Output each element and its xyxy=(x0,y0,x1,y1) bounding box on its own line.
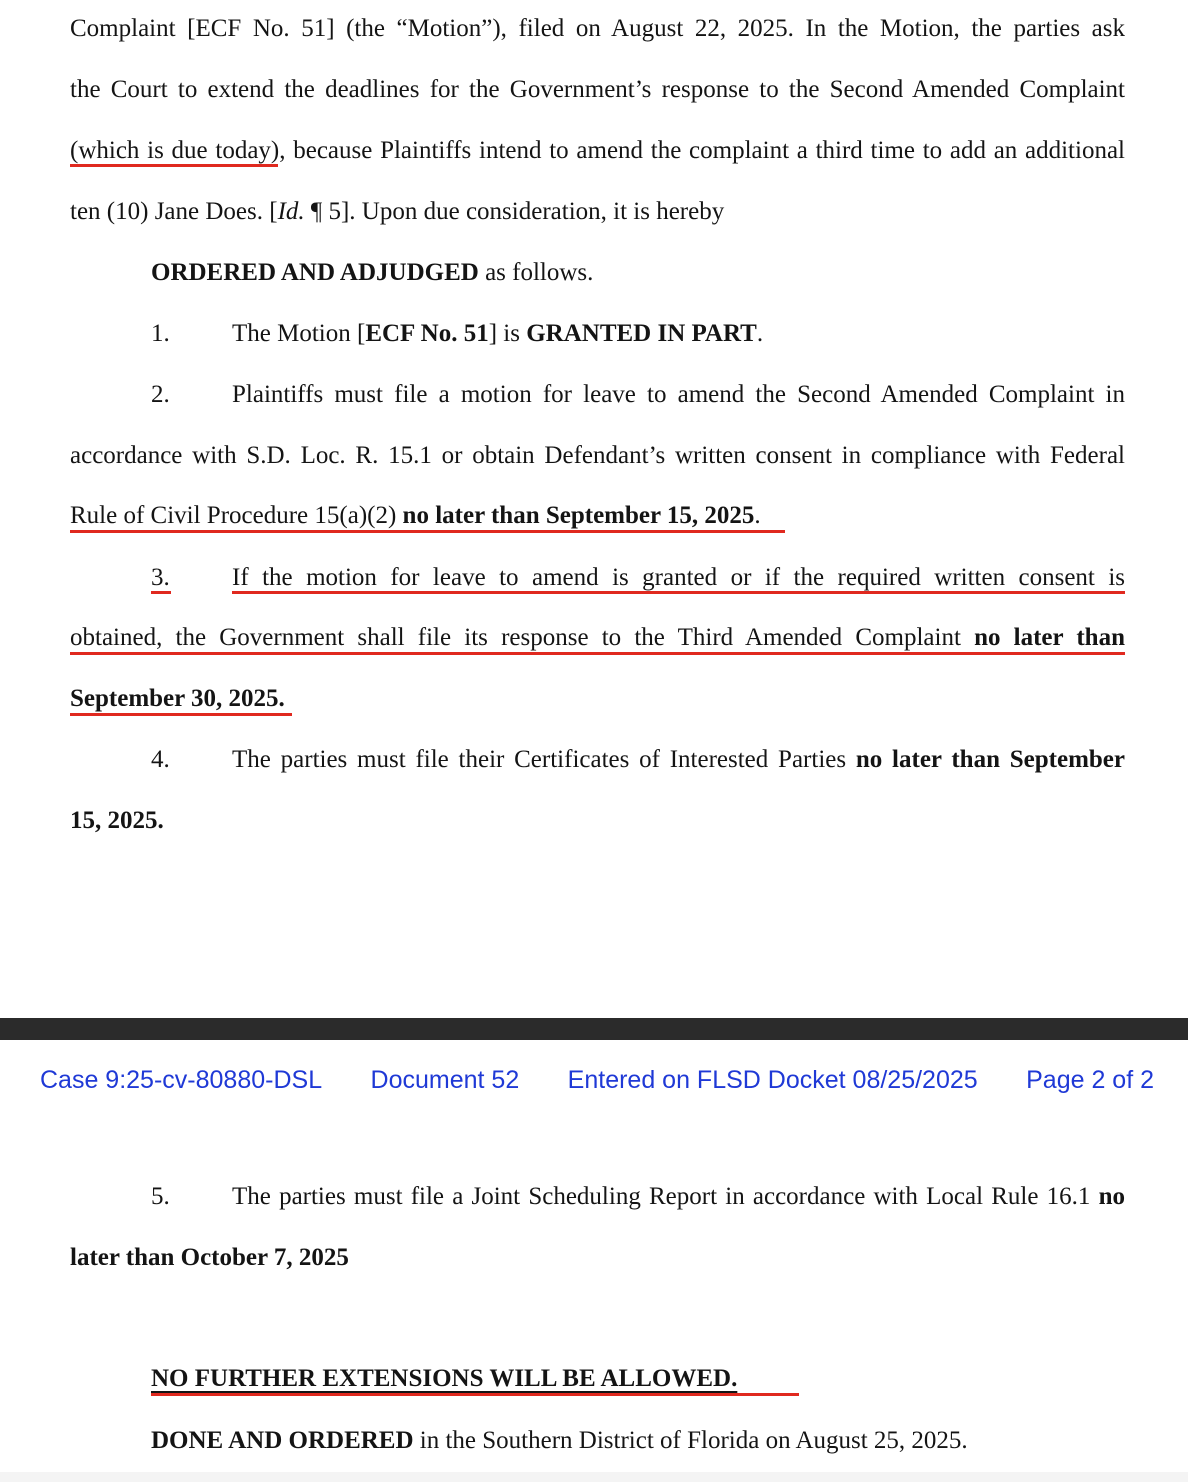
item-3-number: 3. xyxy=(151,564,170,591)
page-number: Page 2 of 2 xyxy=(1026,1066,1154,1094)
annotation-underline xyxy=(151,1393,799,1396)
ordered-bold: ORDERED AND ADJUDGED xyxy=(151,259,479,286)
item-4-line-1 xyxy=(232,744,1125,776)
item-4-no-later: no later than September xyxy=(855,746,1125,773)
item-4-number: 4. xyxy=(151,746,170,773)
annotation-underline xyxy=(70,530,785,533)
item-2-line-1: Plaintiffs must file a motion for leave to amend the Second Amended Complaint in xyxy=(232,381,1125,408)
intro-line-4-b: ¶ 5]. Upon due consideration, it is hereby xyxy=(304,198,725,225)
item-2-line-3 xyxy=(70,500,761,532)
item-5-no: no xyxy=(1098,1183,1125,1210)
item-2-deadline: no later than September 15, 2025 xyxy=(402,502,755,529)
item-1-ecf: ECF No. 51 xyxy=(365,320,489,347)
intro-line-2: the Court to extend the deadlines for the Government’s response to the Second Amended Complaint xyxy=(70,76,1125,103)
item-3-period: . xyxy=(278,685,285,712)
ordered-rest: as follows. xyxy=(478,259,594,286)
annotation-underline xyxy=(232,591,1125,594)
bottom-edge xyxy=(0,1472,1188,1482)
done-and-ordered xyxy=(151,1425,968,1457)
done-bold: DONE AND ORDERED xyxy=(151,1427,414,1454)
item-1-e: . xyxy=(756,320,764,347)
item-1-granted: GRANTED IN PART xyxy=(526,320,757,347)
docket-header xyxy=(40,1064,1154,1096)
intro-line-4 xyxy=(70,196,724,228)
id-citation: Id. xyxy=(277,198,305,225)
item-1-number: 1. xyxy=(151,320,170,347)
annotation-underline xyxy=(70,652,1125,655)
intro-line-3-rest: , because Plaintiffs intend to amend the complaint a third time to add an additional xyxy=(279,137,1125,164)
intro-due-today: (which is due today) xyxy=(70,137,280,164)
item-1-text xyxy=(232,318,763,350)
annotation-underline xyxy=(70,164,278,167)
intro-line-4-a: ten (10) Jane Does. [ xyxy=(70,198,278,225)
item-3-no-later: no later than xyxy=(974,624,1125,651)
annotation-underline xyxy=(151,591,171,594)
docket-entry: Entered on FLSD Docket 08/25/2025 xyxy=(567,1066,978,1094)
item-2-line-2: accordance with S.D. Loc. R. 15.1 or obtain Defendant’s written consent in compliance with Federal xyxy=(70,442,1125,469)
intro-line-1: Complaint [ECF No. 51] (the “Motion”), filed on August 22, 2025. In the Motion, the parties ask xyxy=(70,15,1125,42)
item-2-number: 2. xyxy=(151,381,170,408)
no-extensions-notice: NO FURTHER EXTENSIONS WILL BE ALLOWED. xyxy=(151,1365,738,1392)
item-4-line-2: 15, 2025. xyxy=(70,807,164,834)
item-3-line-1: If the motion for leave to amend is granted or if the required written consent is xyxy=(232,564,1125,591)
ordered-heading xyxy=(151,257,593,289)
case-number: Case 9:25-cv-80880-DSL xyxy=(40,1066,323,1094)
item-1-c: ] is xyxy=(488,320,527,347)
item-1-a: The Motion [ xyxy=(232,320,366,347)
item-2-rule: Rule of Civil Procedure 15(a)(2) xyxy=(70,502,403,529)
intro-line-3 xyxy=(70,135,1125,167)
item-2-period: . xyxy=(754,502,761,529)
item-3-line-2-a: obtained, the Government shall file its response to the Third Amended Complaint xyxy=(70,624,975,651)
item-5-line-2: later than October 7, 2025 xyxy=(70,1244,349,1271)
item-5-line-1-a: The parties must file a Joint Scheduling Report in accordance with Local Rule 16.1 xyxy=(232,1183,1099,1210)
item-3-deadline: September 30, 2025 xyxy=(70,685,279,712)
item-5-line-1 xyxy=(232,1181,1125,1213)
annotation-underline xyxy=(70,713,292,716)
item-4-line-1-a: The parties must file their Certificates of Interested Parties xyxy=(232,746,856,773)
item-3-line-3 xyxy=(70,683,285,715)
done-rest: in the Southern District of Florida on August 25, 2025. xyxy=(413,1427,968,1454)
item-3-line-2 xyxy=(70,622,1125,654)
item-5-number: 5. xyxy=(151,1183,170,1210)
page-separator xyxy=(0,1018,1188,1040)
document-number: Document 52 xyxy=(370,1066,520,1094)
